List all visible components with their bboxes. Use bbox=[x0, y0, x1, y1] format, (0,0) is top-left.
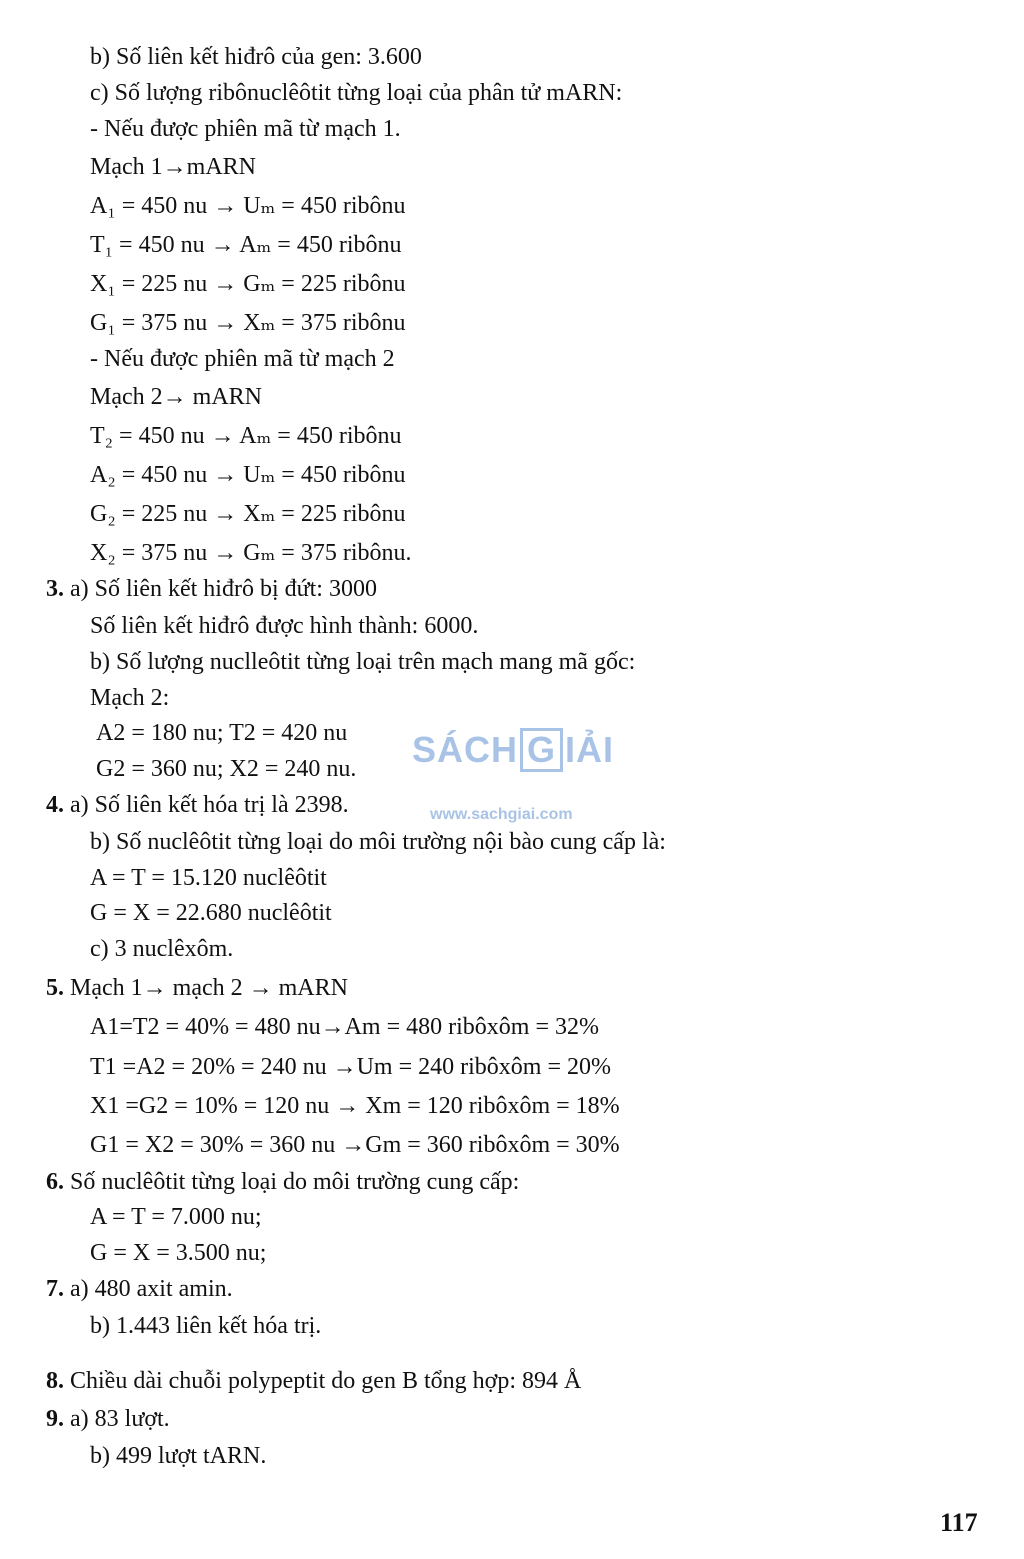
text-line: T1 =A2 = 20% = 240 nu →Um = 240 ribôxôm = 20% bbox=[90, 1054, 611, 1080]
text-line: 3. a) Số liên kết hiđrô bị đứt: 3000 bbox=[46, 576, 377, 602]
text-line: 8. Chiều dài chuỗi polypeptit do gen B tổng hợp: 894 Å bbox=[46, 1368, 582, 1394]
text-line: G2 = 360 nu; X2 = 240 nu. bbox=[96, 756, 357, 782]
text-line: G₂ = 225 nu → Xₘ = 225 ribônu bbox=[90, 501, 406, 527]
watermark-url: www.sachgiai.com bbox=[430, 806, 573, 823]
text-line: b) 499 lượt tARN. bbox=[90, 1443, 267, 1469]
text-line: G = X = 3.500 nu; bbox=[90, 1240, 267, 1266]
text-line: Mạch 1→mARN bbox=[90, 154, 256, 180]
text-line: A₁ = 450 nu → Uₘ = 450 ribônu bbox=[90, 193, 406, 219]
text-line: X₁ = 225 nu → Gₘ = 225 ribônu bbox=[90, 271, 406, 297]
text-line: - Nếu được phiên mã từ mạch 1. bbox=[90, 116, 401, 142]
text-line: - Nếu được phiên mã từ mạch 2 bbox=[90, 346, 395, 372]
text-line: X1 =G2 = 10% = 120 nu → Xm = 120 ribôxôm = 18% bbox=[90, 1093, 620, 1119]
text-line: 9. a) 83 lượt. bbox=[46, 1406, 170, 1432]
text-line: A = T = 7.000 nu; bbox=[90, 1204, 262, 1230]
text-line: A1=T2 = 40% = 480 nu→Am = 480 ribôxôm = 32% bbox=[90, 1014, 599, 1040]
text-line: b) 1.443 liên kết hóa trị. bbox=[90, 1313, 322, 1339]
text-line: 7. a) 480 axit amin. bbox=[46, 1276, 233, 1302]
text-line: Số liên kết hiđrô được hình thành: 6000. bbox=[90, 613, 479, 639]
text-line: X₂ = 375 nu → Gₘ = 375 ribônu. bbox=[90, 540, 412, 566]
page-number: 117 bbox=[940, 1508, 978, 1537]
text-line: Mạch 2: bbox=[90, 685, 170, 711]
text-line: 5. Mạch 1→ mạch 2 → mARN bbox=[46, 975, 348, 1001]
text-line: T₂ = 450 nu → Aₘ = 450 ribônu bbox=[90, 423, 402, 449]
text-line: c) Số lượng ribônuclêôtit từng loại của phân tử mARN: bbox=[90, 80, 623, 106]
text-line: Mạch 2→ mARN bbox=[90, 384, 262, 410]
watermark-logo: SÁCH G IẢI bbox=[412, 729, 615, 770]
text-line: G1 = X2 = 30% = 360 nu →Gm = 360 ribôxôm = 30% bbox=[90, 1132, 620, 1158]
text-line: 6. Số nuclêôtit từng loại do môi trường cung cấp: bbox=[46, 1169, 520, 1195]
text-line: b) Số lượng nuclleôtit từng loại trên mạch mang mã gốc: bbox=[90, 649, 636, 675]
text-line: b) Số nuclêôtit từng loại do môi trường nội bào cung cấp là: bbox=[90, 829, 666, 855]
text-line: 4. a) Số liên kết hóa trị là 2398. bbox=[46, 792, 349, 818]
text-line: A = T = 15.120 nuclêôtit bbox=[90, 865, 327, 891]
text-line: b) Số liên kết hiđrô của gen: 3.600 bbox=[90, 44, 422, 70]
text-line: G = X = 22.680 nuclêôtit bbox=[90, 900, 332, 926]
text-line: A₂ = 450 nu → Uₘ = 450 ribônu bbox=[90, 462, 406, 488]
text-line: c) 3 nuclêxôm. bbox=[90, 936, 234, 962]
text-line: G₁ = 375 nu → Xₘ = 375 ribônu bbox=[90, 310, 406, 336]
text-line: T₁ = 450 nu → Aₘ = 450 ribônu bbox=[90, 232, 402, 258]
text-line: A2 = 180 nu; T2 = 420 nu bbox=[96, 720, 348, 746]
